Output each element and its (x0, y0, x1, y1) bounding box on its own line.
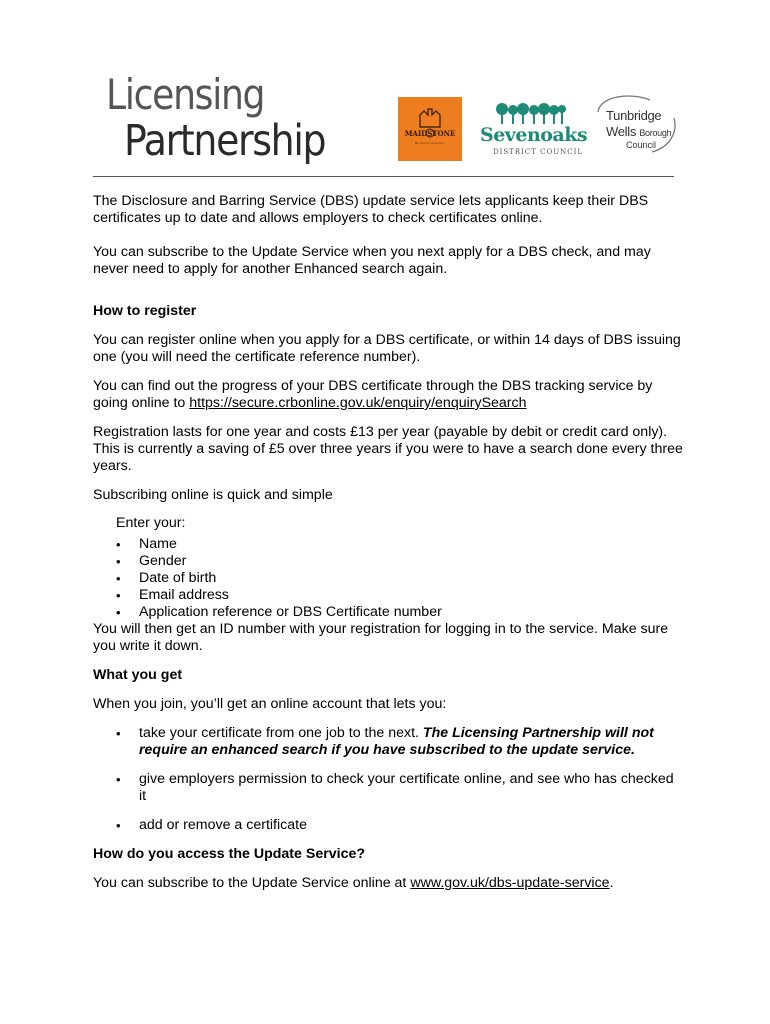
list-item: • Application reference or DBS Certificate number (116, 604, 683, 621)
tunbridge-line2: Wells Borough (606, 124, 672, 139)
access-paragraph-1: You can subscribe to the Update Service online at www.gov.uk/dbs-update-service. (93, 875, 614, 891)
list-item: • Email address (116, 587, 683, 604)
intro-paragraph-2: You can subscribe to the Update Service when you next apply for a DBS check, and may never need to apply for another Enhanced search again. (93, 244, 651, 277)
intro-paragraph-1: The Disclosure and Barring Service (DBS) update service lets applicants keep their DBS certificates up to date and allows employers to check certificates online. (93, 193, 649, 226)
register-paragraph-4: Subscribing online is quick and simple (93, 487, 333, 503)
sevenoaks-logo (480, 100, 588, 162)
tunbridge-line1: Tunbridge (606, 108, 662, 123)
sevenoaks-sub: DISTRICT COUNCIL (493, 148, 584, 156)
enter-your-label: Enter your: (116, 515, 186, 531)
list-item: • Gender (116, 553, 683, 570)
maidstone-logo (398, 97, 462, 161)
dbs-tracking-link[interactable]: https://secure.crbonline.gov.uk/enquiry/enquirySearch (189, 395, 527, 411)
heading-how-to-register: How to register (93, 303, 197, 319)
maidstone-sub: Borough Council (415, 141, 445, 145)
register-fields-list (116, 536, 683, 621)
document-body (93, 193, 683, 892)
heading-access-update-service: How do you access the Update Service? (93, 846, 366, 862)
register-paragraph-3: Registration lasts for one year and costs £13 per year (payable by debit or credit card only). This is currently a saving of £5 over three years if you were to have a search done every three years. (93, 424, 683, 474)
logo-line-partnership: Partnership (124, 116, 326, 166)
list-item: • add or remove a certificate (116, 817, 683, 834)
heading-what-you-get: What you get (93, 667, 183, 683)
register-paragraph-2: You can find out the progress of your DBS certificate through the DBS tracking service by going online to https://secure.crbonline.gov.uk/enquiry/enquirySearch (93, 378, 653, 411)
list-item: • Name (116, 536, 683, 553)
tree-row-icon (496, 100, 566, 126)
update-service-link[interactable]: www.gov.uk/dbs-update-service (410, 875, 610, 891)
get-paragraph-1: When you join, you’ll get an online account that lets you: (93, 696, 447, 712)
list-item: • take your certificate from one job to the next. The Licensing Partnership will not require an enhanced search if you have subscribed to the update service. (116, 725, 683, 759)
list-item: • Date of birth (116, 570, 683, 587)
logo-line-licensing: Licensing (106, 70, 265, 119)
register-paragraph-1: You can register online when you apply for a DBS certificate, or within 14 days of DBS issuing one (you will need the certificate reference number). (93, 332, 681, 365)
tunbridge-wells-logo (590, 92, 682, 162)
list-item: • give employers permission to check your certificate online, and see who has checked it (116, 771, 683, 805)
sevenoaks-name: Sevenoaks (480, 124, 588, 146)
tunbridge-line3: Council (626, 140, 657, 150)
maidstone-name: MAIDSTONE (404, 129, 456, 138)
register-paragraph-5: You will then get an ID number with your registration for logging in to the service. Make sure you write it down. (93, 621, 669, 654)
header-divider (93, 176, 674, 177)
benefits-list (116, 725, 683, 834)
